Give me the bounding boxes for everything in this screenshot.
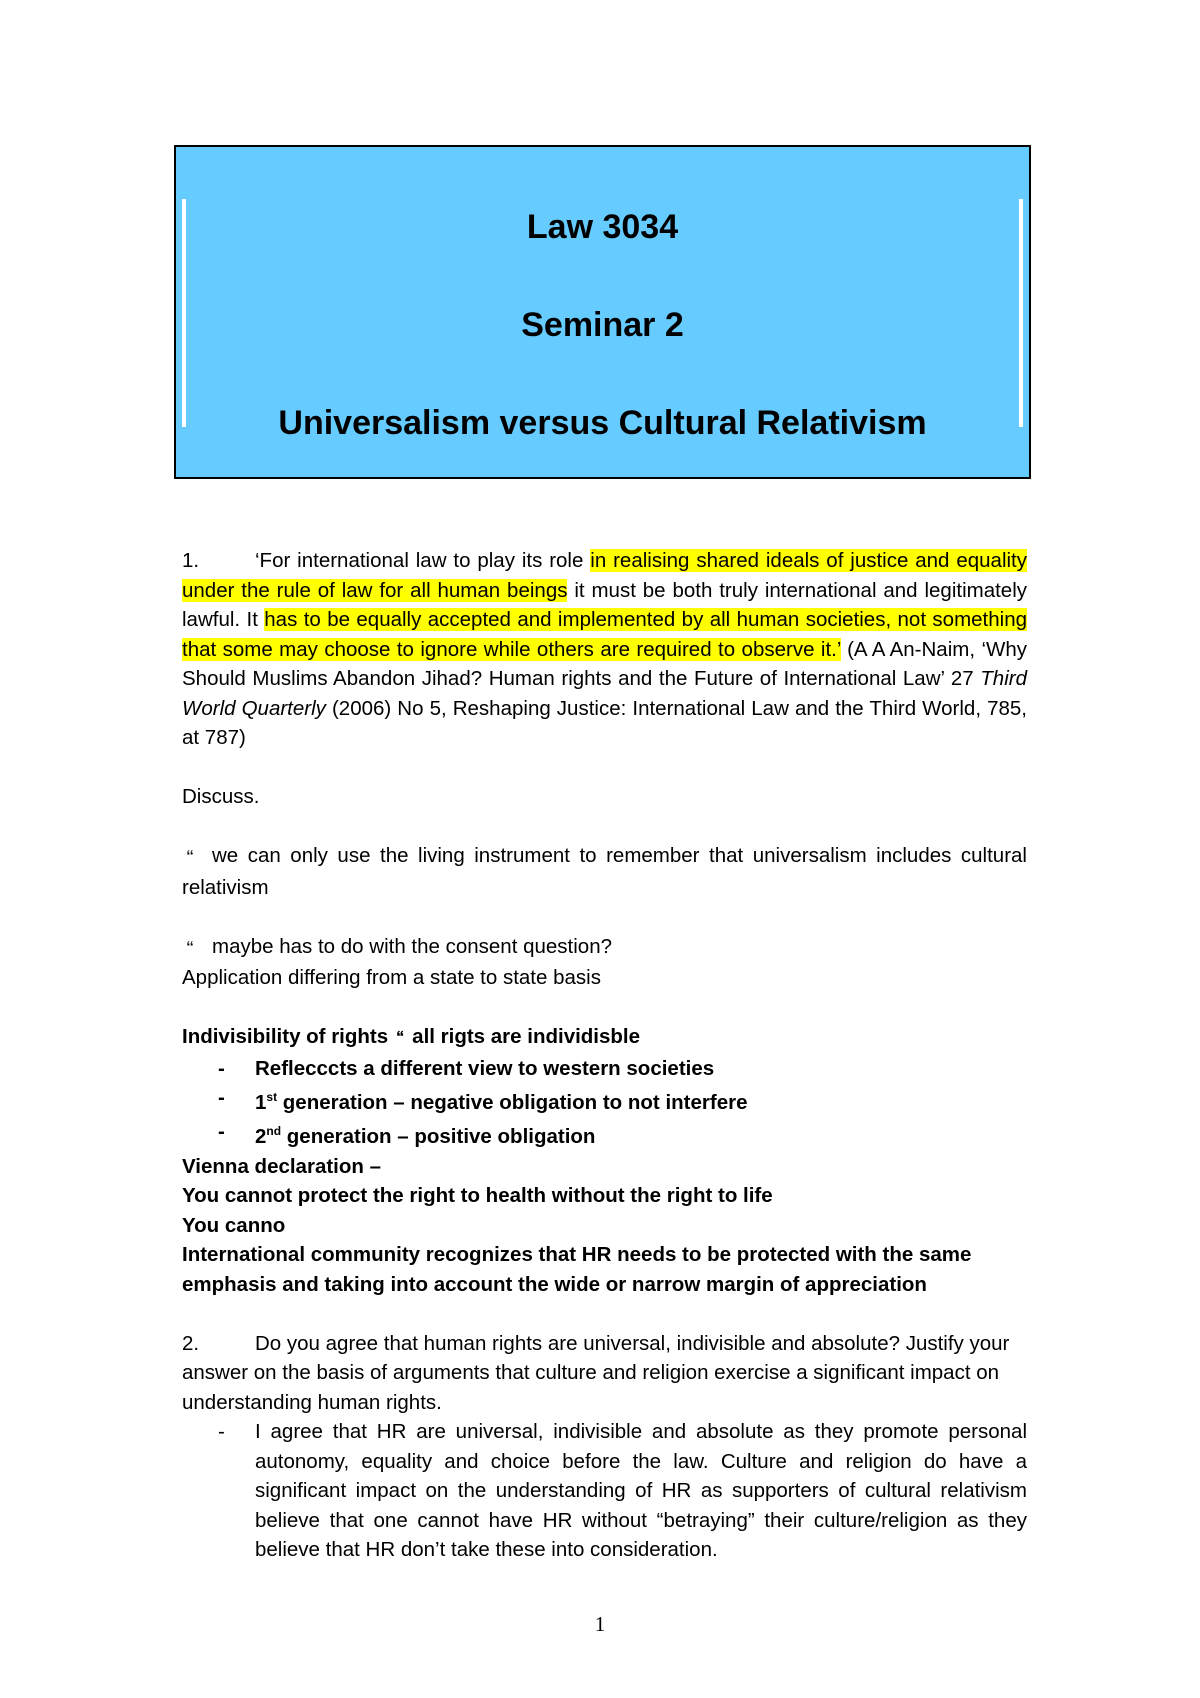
question-1	[182, 546, 1027, 753]
indivisibility-rest: all rigts are individisble	[412, 1025, 641, 1048]
question-2-answer-list	[182, 1417, 1027, 1565]
question-1-highlight-b: has to be equally accepted and implemented by all human societies, not something that some may choose to ignore while others are required to observe it.’	[182, 608, 1028, 661]
quote-glyph-icon: 🙶	[186, 939, 195, 957]
seminar-title: Universalism versus Cultural Relativism	[278, 404, 927, 442]
question-2-number: 2.	[182, 1331, 200, 1355]
indivisibility-list	[182, 1054, 1027, 1152]
question-1-text-a: ‘For international law to play its role	[255, 549, 591, 572]
note-1-text: we can only use the living instrument to remember that universalism includes cultural relativism	[182, 844, 1027, 899]
document-body	[182, 546, 1027, 1565]
list-dash: -	[218, 1420, 225, 1444]
list-item-ordinal-suffix: nd	[266, 1124, 282, 1139]
question-1-text-b: it must be both truly international and legitimately lawful. It	[182, 578, 1027, 631]
list-dash: -	[218, 1056, 225, 1080]
list-item	[182, 1417, 1027, 1565]
list-item-text: generation – positive obligation	[281, 1125, 596, 1149]
note-international-community: International community recognizes that HR needs to be protected with the same emphasis and taking into account the wide or narrow margin of appreciation	[182, 1243, 972, 1296]
question-1-highlight-a: in realising shared ideals of justice and equality under the rule of law for all human beings	[182, 549, 1027, 602]
indivisibility-heading	[182, 1022, 1027, 1054]
list-item	[182, 1083, 1027, 1117]
list-item-ordinal: 1	[255, 1090, 267, 1114]
quote-glyph-icon: 🙶	[186, 849, 195, 866]
indivisibility-label: Indivisibility of rights	[182, 1025, 389, 1048]
note-1	[182, 841, 1027, 902]
discuss-label: Discuss.	[182, 785, 260, 808]
list-dash: -	[218, 1086, 225, 1109]
list-dash: -	[218, 1120, 225, 1144]
question-1-citation-a: (A A An-Naim, ‘Why Should Muslims Abandon Jihad? Human rights and the Future of International Law’ 27	[182, 637, 1027, 690]
note-2	[182, 932, 1027, 964]
list-item-ordinal: 2	[255, 1125, 267, 1149]
question-2	[182, 1329, 1027, 1418]
page-number: 1	[594, 1612, 606, 1636]
question-2-text: Do you agree that human rights are universal, indivisible and absolute? Justify your answer on the basis of arguments that culture and religion exercise a significant impact on understanding human rights.	[182, 1331, 1010, 1414]
question-2-answer: I agree that HR are universal, indivisible and absolute as they promote personal autonomy, equality and choice before the law. Culture and religion do have a significant impact on the understanding of HR as supporters of cultural relativism believe that one cannot have HR without “betraying” their culture/religion as they believe that HR don’t take these into consideration.	[255, 1420, 1027, 1562]
list-item	[182, 1117, 1027, 1151]
note-incomplete: You canno	[182, 1213, 286, 1237]
seminar-number: Seminar 2	[521, 306, 684, 344]
course-code: Law 3034	[526, 208, 679, 246]
question-1-citation-b: (2006) No 5, Reshaping Justice: International Law and the Third World, 785, at 787)	[182, 696, 1027, 749]
list-item-ordinal-suffix: st	[266, 1090, 278, 1104]
vienna-declaration: Vienna declaration –	[182, 1154, 382, 1178]
note-health-life: You cannot protect the right to health without the right to life	[182, 1184, 773, 1208]
list-item-text: generation – negative obligation to not interfere	[277, 1090, 748, 1114]
question-1-journal: Third World Quarterly	[182, 667, 1027, 720]
note-3: Application differing from a state to state basis	[182, 966, 601, 989]
list-item-text: Reflecccts a different view to western societies	[255, 1056, 715, 1080]
title-box	[174, 145, 1031, 479]
note-2-text: maybe has to do with the consent question?	[212, 934, 613, 958]
list-item	[182, 1054, 1027, 1084]
quote-glyph-icon: 🙶	[396, 1030, 405, 1047]
question-1-number: 1.	[182, 549, 200, 572]
